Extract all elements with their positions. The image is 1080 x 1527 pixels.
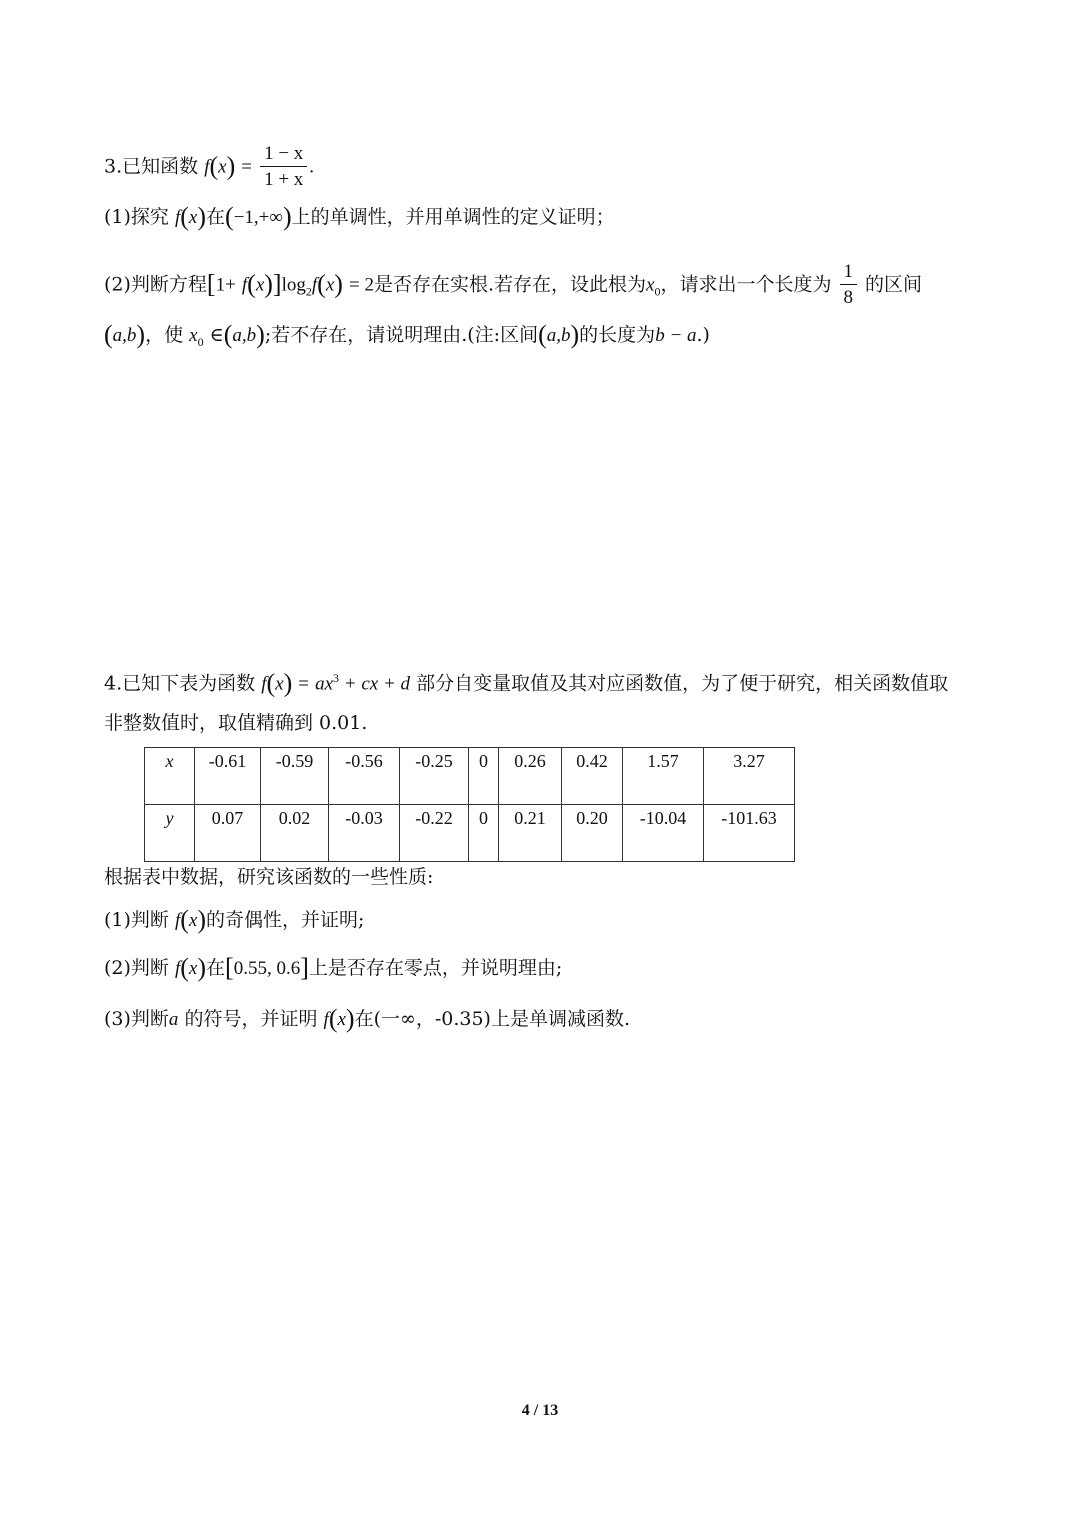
- q3-part1: (1)探究 f(x)在(−1,+∞)上的单调性，并用单调性的定义证明；: [104, 202, 615, 231]
- q4-part3: (3)判断a 的符号，并证明 f(x)在(一∞，-0.35)上是单调减函数.: [104, 1004, 631, 1033]
- table-header-x: x: [145, 748, 195, 805]
- q4-after-table: 根据表中数据，研究该函数的一些性质:: [104, 866, 434, 888]
- q3-fraction-denominator: 1 + x: [264, 169, 304, 190]
- values-table: [144, 747, 795, 862]
- table-cell: -0.03: [329, 805, 400, 862]
- table-cell: 3.27: [704, 748, 795, 805]
- table-row: [145, 805, 795, 862]
- table-cell: -0.59: [261, 748, 329, 805]
- table-cell: -101.63: [704, 805, 795, 862]
- table-row: [145, 748, 795, 805]
- table-cell: 0.21: [499, 805, 562, 862]
- q3-length-fraction: $\frac{1}{8}$: [840, 260, 858, 311]
- table-cell: -10.04: [623, 805, 704, 862]
- table-cell: -0.25: [400, 748, 469, 805]
- page-number: 4 / 13: [521, 1402, 559, 1419]
- q4-stem: 4.已知下表为函数 $f(x) = ax^3$ + cx + d 部分自变量取值及其对应函数值，为了便于研究，相关函数值取: [104, 668, 949, 698]
- table-cell: 0: [469, 805, 499, 862]
- q3-part2: (2)判断方程$[1+ f(x)]\log_2f(x) = 2$是否存在实根.若存在，设此根为$x_0$，请求出一个长度为 $\frac{1}{8}$ 的区间: [104, 260, 922, 311]
- table-cell: -0.22: [400, 805, 469, 862]
- table-cell: 0.07: [195, 805, 261, 862]
- q3-fraction: [260, 142, 307, 193]
- table-cell: 1.57: [623, 748, 704, 805]
- table-cell: 0: [469, 748, 499, 805]
- q3-fraction-numerator: 1 − x: [260, 142, 307, 167]
- table-header-y: y: [145, 805, 195, 862]
- q4-part1: (1)判断 f(x)的奇偶性，并证明;: [104, 905, 365, 934]
- table-cell: 0.26: [499, 748, 562, 805]
- q4-part2: (2)判断 f(x)在[0.55, 0.6]上是否存在零点，并说明理由;: [104, 953, 563, 982]
- table-cell: -0.61: [195, 748, 261, 805]
- q4-stem-line2: 非整数值时，取值精确到 0.01.: [104, 712, 368, 734]
- q3-part2-cont: (a,b)，使 $x_0$ ∈(a,b);若不存在，请说明理由.(注:区间(a,b)的长度为b − a.): [104, 320, 710, 349]
- q3-stem: 3.已知函数 f(x) = $\frac{1 - x}{1 + x}$ .: [104, 142, 314, 193]
- table-cell: 0.20: [562, 805, 623, 862]
- table-cell: -0.56: [329, 748, 400, 805]
- table-cell: 0.02: [261, 805, 329, 862]
- table-cell: 0.42: [562, 748, 623, 805]
